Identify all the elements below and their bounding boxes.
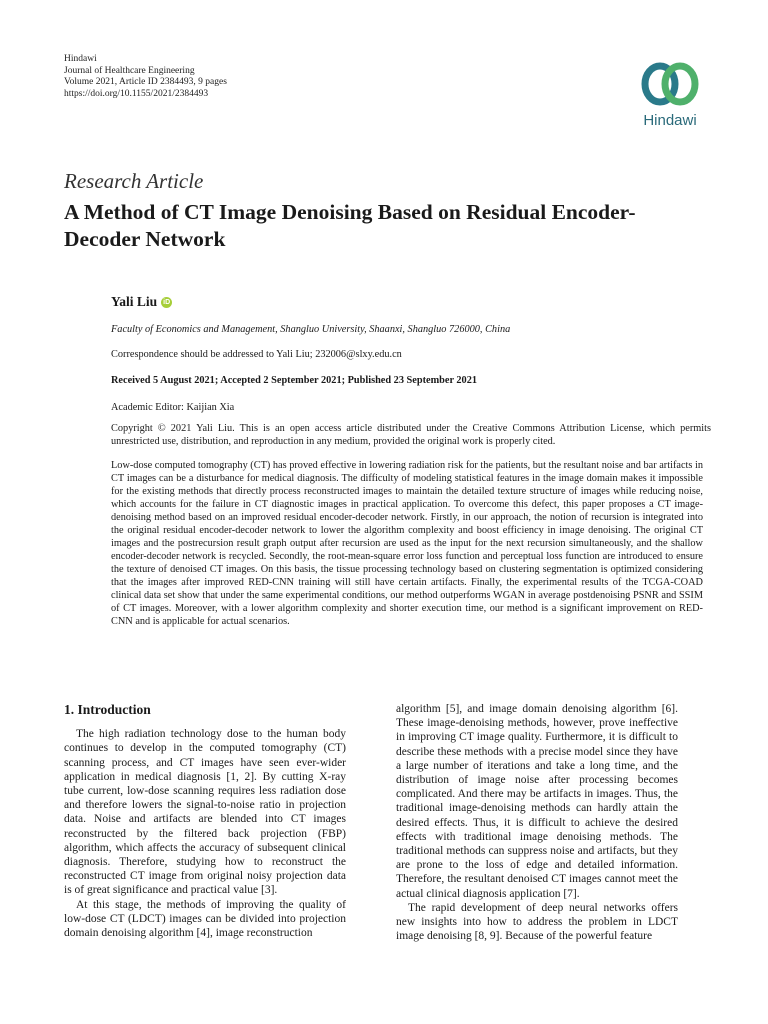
volume-info: Volume 2021, Article ID 2384493, 9 pages bbox=[64, 77, 227, 87]
body-paragraph: The rapid development of deep neural networks offers new insights into how to address the problem in LDCT image denoising [8, 9]. Because of the powerful feature bbox=[396, 901, 678, 943]
body-paragraph: At this stage, the methods of improving the quality of low-dose CT (LDCT) images can be divided into projection domain denoising algorithm [4], image reconstruction bbox=[64, 898, 346, 940]
body-paragraph: algorithm [5], and image domain denoising algorithm [6]. These image-denoising methods, however, prove ineffective in improving CT image quality. Furthermore, it is difficult to describe these methods with a precise model since they have a large number of iterations and take a long time, and the distribution of image noise after processing becomes complicated. And there may be artifacts in images. Thus, the traditional image-denoising methods can hardly attain the desired effects. Thus, it is difficult to achieve the desired effects with traditional image denoising methods. The traditional methods can suppress noise and artifacts, but they are prone to the loss of edge and detailed information. Therefore, the resultant denoised CT images cannot meet the actual clinical diagnosis application [7]. bbox=[396, 703, 678, 900]
page-title: A Method of CT Image Denoising Based on Residual Encoder-Decoder Network bbox=[64, 200, 636, 251]
journal-name: Journal of Healthcare Engineering bbox=[64, 65, 195, 76]
journal-meta bbox=[64, 54, 227, 100]
correspondence: Correspondence should be addressed to Yali Liu; 232006@slxy.edu.cn bbox=[111, 349, 402, 360]
body-paragraph: The high radiation technology dose to the human body continues to develop in the computed tomography (CT) scanning process, and CT images have seen ever-wider application in medical diagnosis [1, 2]. By cutting X-ray tube current, low-dose scanning requires less radiation dose and therefore lowers the signal-to-noise ratio in projection data. Noise and artifacts are blended into CT images reconstructed by the filtered back projection (FBP) algorithm, which affects the accuracy of subsequent clinical diagnosis. Therefore, studying how to reconstruct the reconstructed CT image from original noisy projection data is of great significance and practical value [3]. bbox=[64, 728, 346, 897]
affiliation: Faculty of Economics and Management, Shangluo University, Shaanxi, Shangluo 726000, China bbox=[111, 324, 511, 335]
publication-dates: Received 5 August 2021; Accepted 2 September 2021; Published 23 September 2021 bbox=[111, 375, 477, 386]
section-heading: 1. Introduction bbox=[64, 702, 151, 717]
academic-editor: Academic Editor: Kaijian Xia bbox=[111, 402, 235, 413]
doi-link[interactable]: https://doi.org/10.1155/2021/2384493 bbox=[64, 88, 209, 99]
abstract: Low-dose computed tomography (CT) has proved effective in lowering radiation risk for the patients, but the resultant noise and bar artifacts in CT images can be a disturbance for medical diagnosis. The difficulty of modeling statistical features in the image domain makes it impossible for the existing methods that directly process reconstructed images to maintain the detailed texture structure of images while reducing noise, which accounts for the failure in CT diagnostic images in practical application. To overcome this defect, this paper proposes a CT image-denoising method based on an improved residual encoder-decoder network. Firstly, in our approach, the notion of recursion is integrated into the original residual encoder-decoder network to lower the algorithm complexity and boost efficiency in image denoising. The original CT images and the postrecursion result graph output after recursion are used as the input for the next recursion simultaneously, and the shallow encoder-decoder network is recycled. Secondly, the root-mean-square error loss function and perceptual loss function are introduced to ensure the texture of denoised CT images. On this basis, the tissue processing technology based on clustering segmentation is optimized considering that the images after improved RED-CNN training will still have certain artifacts. Finally, the experimental results of the TCGA-COAD clinical data set show that under the same experimental conditions, our method outperforms WGAN in average postdenoising PSNR and SSIM of CT images. Moreover, with a lower algorithm complexity and shorter execution time, our method is a significant improvement on RED-CNN and is applicable for actual scenarios. bbox=[111, 460, 703, 627]
author-name[interactable]: Yali Liu bbox=[111, 294, 158, 309]
logo-text: Hindawi bbox=[643, 112, 697, 129]
body-column-left bbox=[64, 700, 346, 940]
publisher-name: Hindawi bbox=[64, 54, 97, 64]
copyright-notice: Copyright © 2021 Yali Liu. This is an open access article distributed under the Creative Commons Attribution License, which permits unrestricted use, distribution, and reproduction in any medium, provided the original work is properly cited. bbox=[111, 423, 711, 447]
author bbox=[111, 294, 172, 310]
body-column-right bbox=[396, 702, 678, 943]
article-type: Research Article bbox=[64, 169, 204, 193]
orcid-icon[interactable]: iD bbox=[163, 298, 171, 306]
